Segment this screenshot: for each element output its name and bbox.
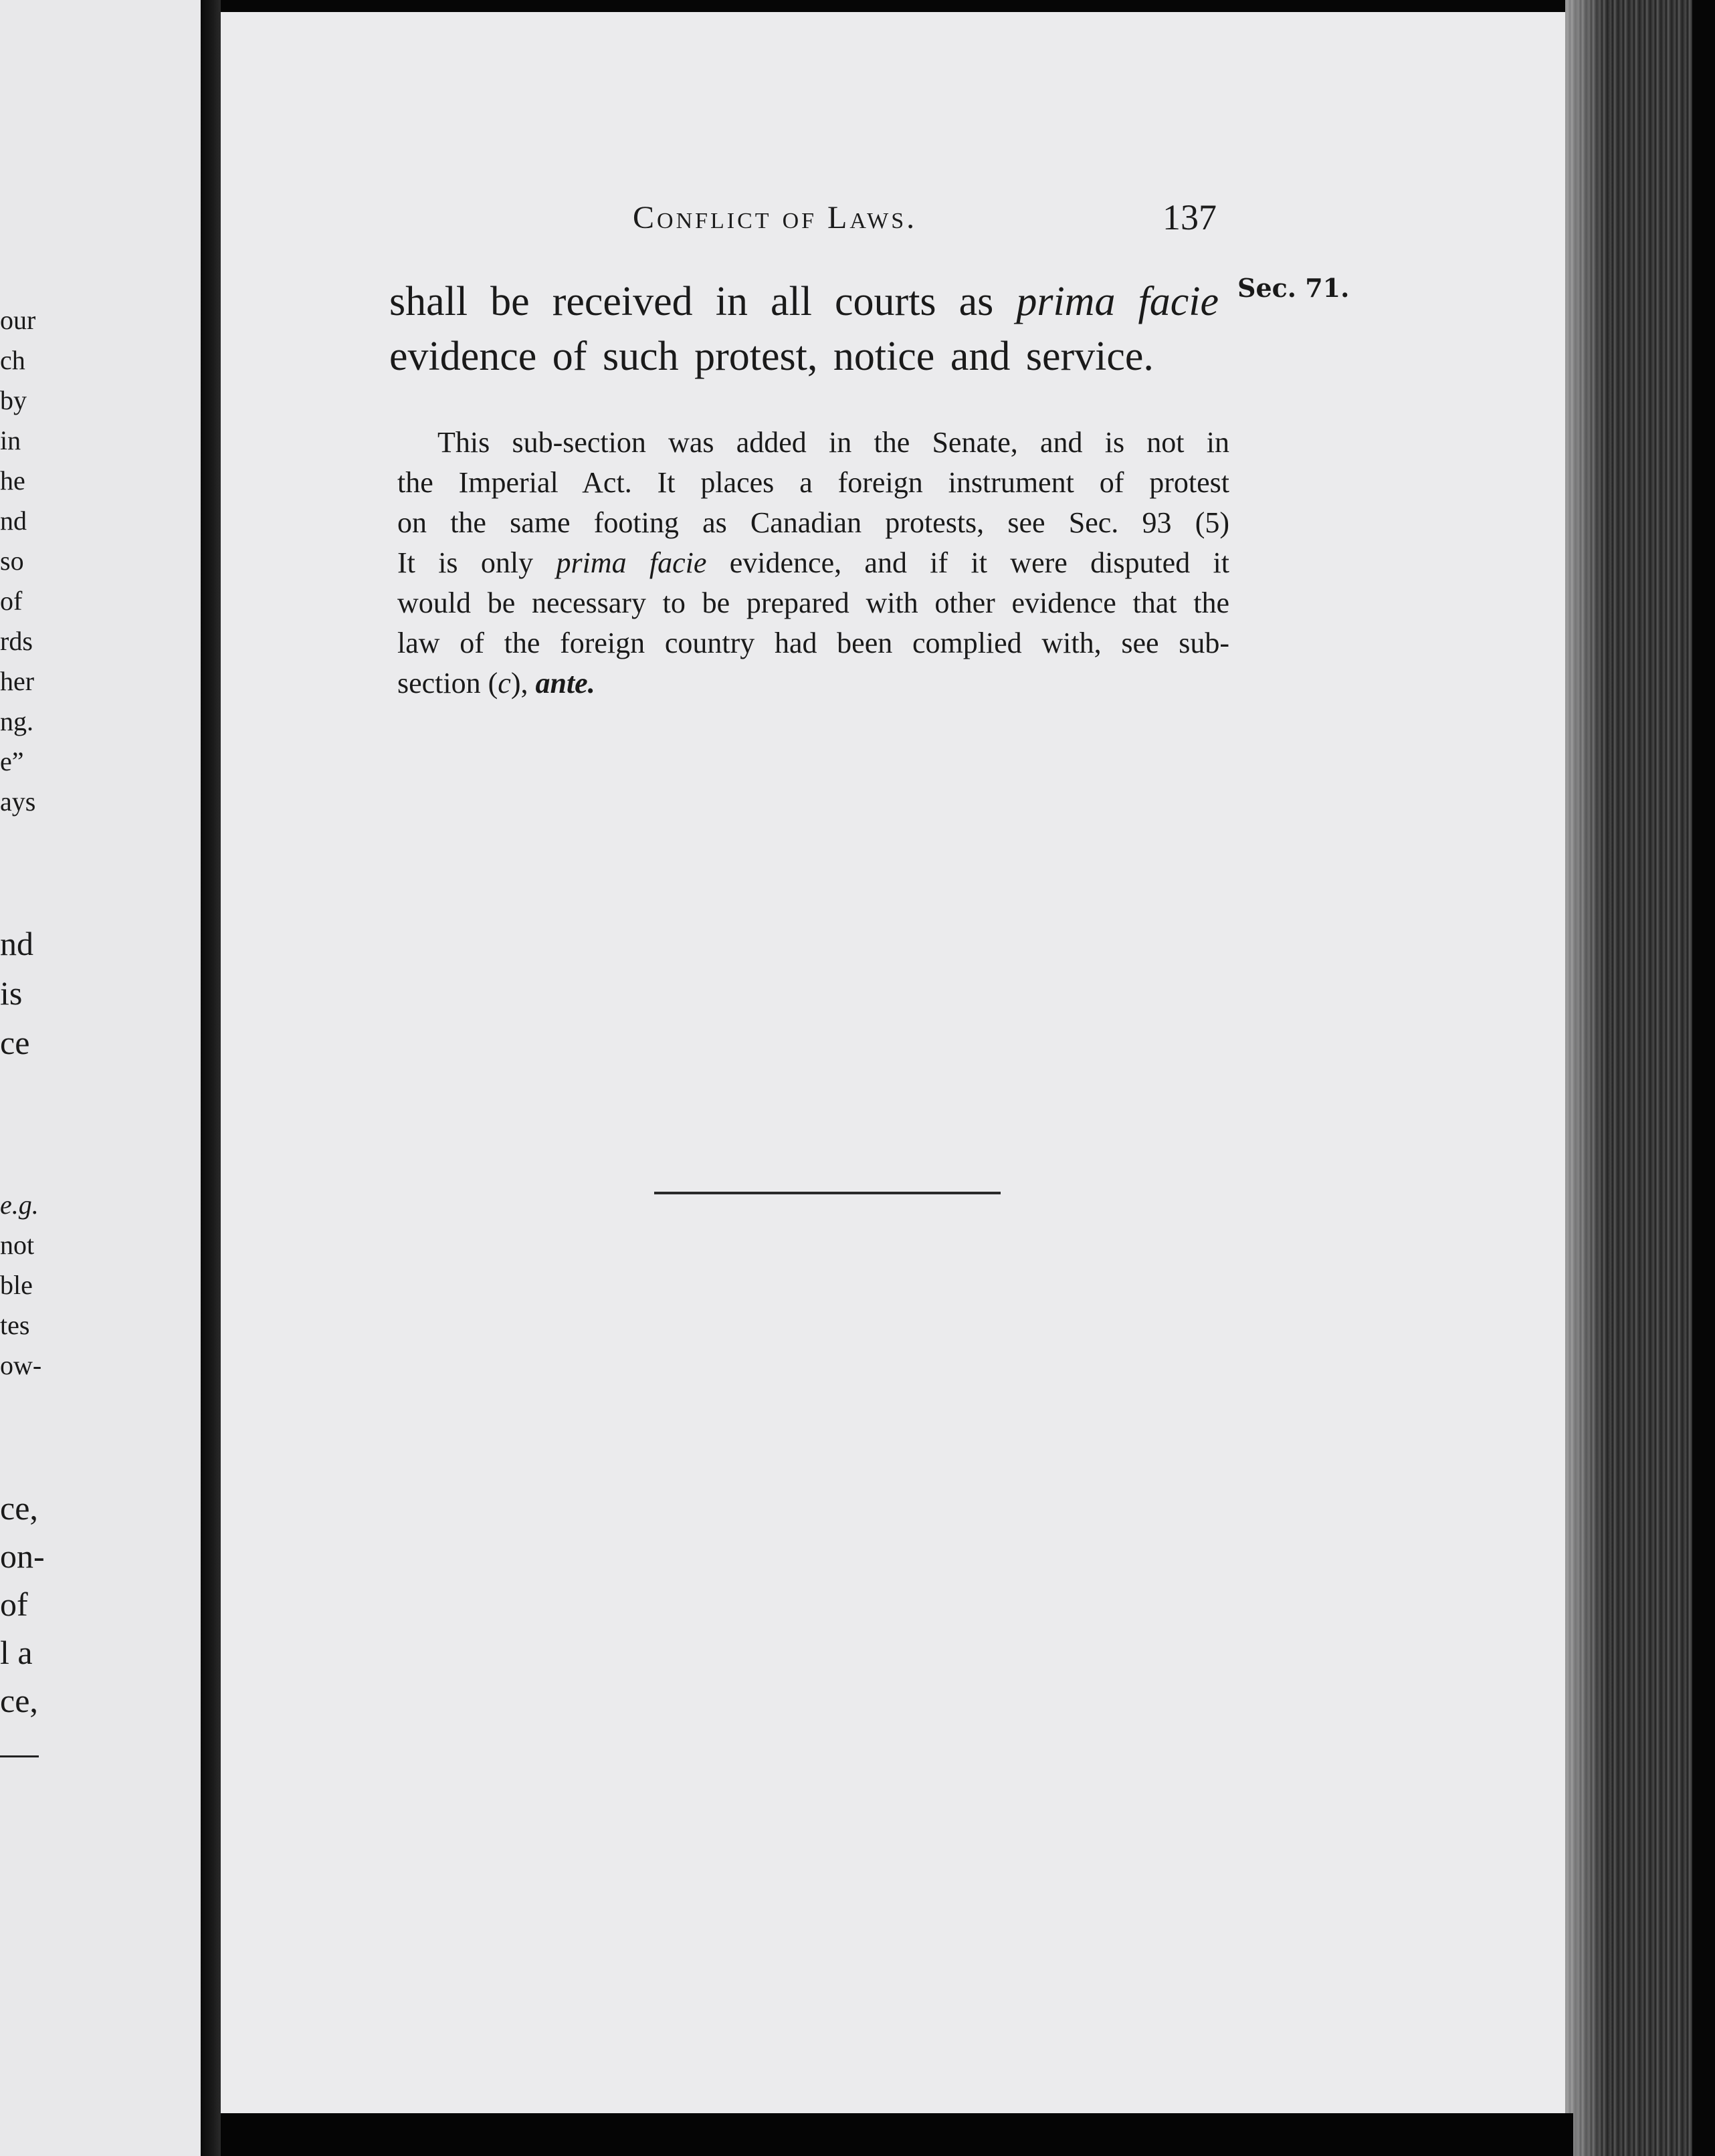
- fragment: on-: [0, 1537, 45, 1575]
- fragment: of: [0, 1586, 28, 1623]
- fragment: ce,: [0, 1682, 38, 1719]
- commentary-text-run: section (: [397, 667, 498, 699]
- commentary-text-run: ),: [510, 667, 536, 699]
- commentary-line: law of the foreign country had been complied with, see sub-: [397, 627, 1229, 659]
- fragment: her: [0, 666, 35, 696]
- commentary-line: This sub-section was added in the Senate, and is not in: [437, 426, 1229, 459]
- fragment: in: [0, 425, 21, 455]
- page-number: 137: [1163, 197, 1217, 237]
- footnote-rule: [0, 1755, 39, 1757]
- fragment: ow-: [0, 1350, 42, 1380]
- fragment: e”: [0, 746, 24, 776]
- commentary-paragraph: [397, 423, 1229, 704]
- italic-term: ante.: [535, 667, 595, 699]
- fragment: tes: [0, 1310, 30, 1340]
- section-end-rule: [654, 1192, 1001, 1194]
- statute-line: evidence of such protest, notice and service.: [389, 334, 1154, 379]
- fragment: ble: [0, 1270, 33, 1300]
- fragment: ce: [0, 1024, 30, 1061]
- commentary-line: the Imperial Act. It places a foreign instrument of protest: [397, 466, 1229, 499]
- fragment: l a: [0, 1634, 33, 1671]
- italic-term: c: [498, 667, 511, 699]
- commentary-line: would be necessary to be prepared with other evidence that the: [397, 586, 1229, 619]
- fragment: ch: [0, 345, 25, 375]
- fragment: not: [0, 1230, 35, 1260]
- previous-page: [0, 0, 201, 2156]
- fragment: he: [0, 465, 25, 496]
- fragment: nd: [0, 506, 27, 536]
- running-head: Conflict of Laws.: [633, 200, 918, 235]
- fragment: ng.: [0, 706, 33, 736]
- binding-gutter: [201, 0, 221, 2156]
- statute-text-run: shall be received in all courts as: [389, 279, 1017, 324]
- fragment: is: [0, 974, 23, 1012]
- fragment: our: [0, 305, 36, 335]
- commentary-line: on the same footing as Canadian protests, see Sec. 93 (5): [397, 506, 1229, 539]
- commentary-line: [397, 663, 1229, 704]
- page-edge-shading: [1565, 0, 1605, 2156]
- statute-line: [389, 274, 1219, 329]
- commentary-line: [397, 543, 1229, 583]
- previous-page-text-fragments: [0, 0, 201, 2156]
- section-margin-note: Sec. 71.: [1237, 273, 1350, 303]
- fragment: by: [0, 385, 27, 415]
- fragment: nd: [0, 925, 33, 962]
- italic-term: prima facie: [556, 546, 707, 579]
- commentary-text-run: It is only: [397, 546, 557, 579]
- statute-text: [389, 274, 1219, 384]
- commentary-text-run: evidence, and if it were disputed it: [706, 546, 1229, 579]
- fragment: ce,: [0, 1489, 38, 1527]
- fragment: so: [0, 546, 24, 576]
- italic-term: prima facie: [1016, 279, 1219, 324]
- fragment: rds: [0, 626, 33, 656]
- fragment: of: [0, 586, 23, 616]
- bottom-shadow: [221, 2113, 1573, 2156]
- fragment: e.g.: [0, 1190, 39, 1220]
- fragment: ays: [0, 786, 36, 817]
